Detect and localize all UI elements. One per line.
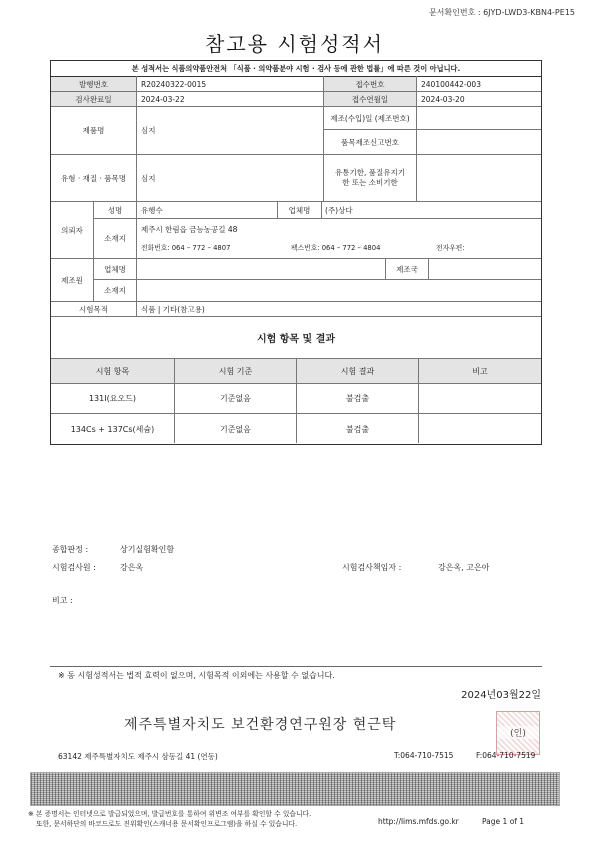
page-title: 참고용 시험성적서 bbox=[205, 32, 384, 56]
result-row-2-result: 불검출 bbox=[345, 424, 370, 434]
client-fax: 팩스번호: 064 – 772 – 4804 bbox=[291, 244, 381, 252]
result-row-2-note bbox=[419, 414, 541, 444]
issue-no-label: 발행번호 bbox=[51, 77, 136, 91]
maker-address bbox=[141, 280, 531, 301]
client-email: 전자우편: bbox=[436, 244, 465, 252]
receipt-date: 2024-03-20 bbox=[421, 94, 465, 104]
results-section-title: 시험 항목 및 결과 bbox=[256, 334, 336, 345]
mfg-date-label: 제조(수입)일 (제조번호) bbox=[330, 113, 410, 123]
client-name-label: 성명 bbox=[107, 205, 123, 215]
client-address-label: 소재지 bbox=[104, 234, 126, 243]
maker-country-label: 제조국 bbox=[396, 264, 418, 274]
tester-label: 시험검사원 : bbox=[52, 563, 96, 572]
manager-value: 강은옥, 고은아 bbox=[438, 563, 490, 572]
institute-tel: T:064-710-7515 bbox=[394, 751, 454, 760]
seal-text: (인) bbox=[497, 726, 539, 739]
divider bbox=[50, 666, 542, 667]
manager-label: 시험검사책임자 : bbox=[342, 563, 402, 572]
verification-url[interactable]: http://lims.mfds.go.kr bbox=[378, 817, 459, 826]
bottom-note-1: ※ 본 증명서는 인터넷으로 발급되었으며, 발급번호를 통하여 위변조 여부를 확인할 수 있습니다. bbox=[28, 810, 312, 818]
results-header-note: 비고 bbox=[419, 359, 541, 383]
maker-company-label: 업체명 bbox=[104, 264, 126, 274]
report-table bbox=[50, 60, 542, 445]
client-address: 제주시 한림읍 금능농공길 48 bbox=[141, 224, 238, 234]
tester-value: 강은옥 bbox=[120, 563, 144, 572]
result-row-2-standard: 기준없음 bbox=[220, 424, 251, 434]
verification-barcode bbox=[30, 772, 560, 806]
judgement-label: 종합판정 : bbox=[52, 545, 89, 554]
bottom-note-2: 또한, 문서하단의 바코드로도 진위확인(스캐너용 문서확인프로그램)을 하실 수 있습니다. bbox=[36, 820, 298, 828]
result-row-2-item: 134Cs + 137Cs(세슘) bbox=[70, 424, 155, 434]
expiry-value bbox=[421, 155, 539, 201]
client-company: (주)상다 bbox=[325, 205, 353, 215]
maker-address-label: 소재지 bbox=[104, 286, 126, 295]
test-done-label: 검사완료일 bbox=[51, 92, 136, 106]
judgement-value: 상기실험확인함 bbox=[120, 545, 175, 554]
issue-date: 2024년03월22일 bbox=[461, 690, 541, 701]
client-phone: 전화번호: 064 – 772 – 4807 bbox=[141, 244, 231, 252]
maker-country bbox=[433, 259, 533, 279]
product-label: 제품명 bbox=[82, 126, 105, 135]
official-seal bbox=[496, 711, 540, 755]
results-header-item: 시험 항목 bbox=[51, 359, 174, 383]
receipt-no-label: 접수번호 bbox=[324, 77, 416, 91]
doc-confirm-number: 문서확인번호 : 6JYD-LWD3-KBN4-PE15 bbox=[428, 8, 575, 17]
results-header-standard: 시험 기준 bbox=[175, 359, 296, 383]
expiry-label: 유통기한, 품질유지기한 또는 소비기한 bbox=[335, 168, 405, 187]
page-number: Page 1 of 1 bbox=[482, 817, 525, 826]
report-no-label: 품목제조신고번호 bbox=[341, 137, 399, 147]
remark-label: 비고 : bbox=[52, 596, 73, 605]
result-row-1-item: 131I(요오드) bbox=[88, 394, 137, 403]
test-done-date: 2024-03-22 bbox=[141, 94, 185, 104]
maker-label: 제조원 bbox=[61, 275, 83, 285]
report-no bbox=[421, 130, 539, 154]
disclaimer-notice: 본 성적서는 식품의약품안전처 「식품 · 의약품분야 시험 · 검사 등에 관한 법률」에 따른 것이 아닙니다. bbox=[131, 63, 461, 73]
type-label: 유형 · 재질 · 품목명 bbox=[60, 173, 127, 183]
type-value: 심지 bbox=[141, 173, 156, 183]
results-header-result: 시험 결과 bbox=[297, 359, 418, 383]
maker-company bbox=[141, 259, 381, 279]
client-name: 유행수 bbox=[141, 205, 163, 215]
mfg-date bbox=[421, 107, 539, 129]
institute-name: 제주특별자치도 보건환경연구원장 현근탁 bbox=[124, 717, 397, 733]
purpose-value: 식품 | 기타(참고용) bbox=[141, 304, 205, 314]
legal-note: ※ 동 시험성적서는 법적 효력이 없으며, 시험목적 이외에는 사용할 수 없습니다. bbox=[58, 671, 335, 680]
institute-address: 63142 제주특별자치도 제주시 삼동길 41 (연동) bbox=[58, 752, 218, 761]
product-name: 심지 bbox=[141, 126, 156, 135]
result-row-1-note bbox=[419, 384, 541, 413]
receipt-no: 240100442-003 bbox=[421, 79, 481, 89]
issue-no: R20240322-0015 bbox=[141, 79, 207, 89]
purpose-label: 시험목적 bbox=[79, 304, 108, 314]
institute-fax: F:064-710-7519 bbox=[476, 751, 536, 760]
result-row-1-standard: 기준없음 bbox=[220, 394, 251, 403]
client-label: 의뢰자 bbox=[61, 225, 83, 235]
client-company-label: 업체명 bbox=[288, 205, 311, 215]
result-row-1-result: 불검출 bbox=[345, 394, 370, 403]
receipt-date-label: 접수연월일 bbox=[324, 92, 416, 106]
